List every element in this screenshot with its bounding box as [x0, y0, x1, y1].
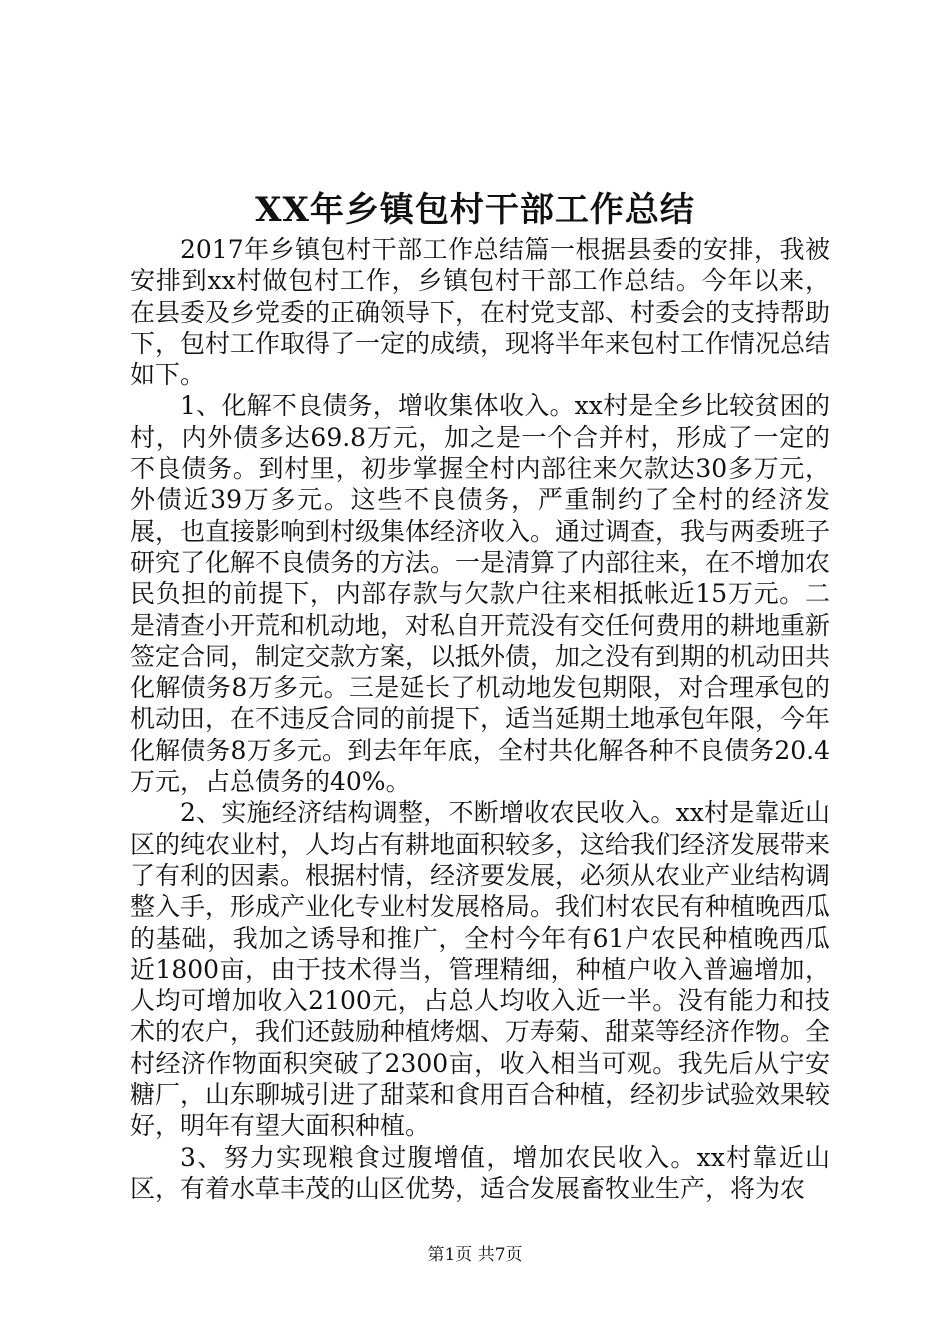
paragraph-grain: 3、努力实现粮食过腹增值，增加农民收入。xx村靠近山区，有着水草丰茂的山区优势，适合发展畜牧业生产，将为农	[130, 1142, 830, 1203]
document-title: XX年乡镇包村干部工作总结	[255, 190, 695, 230]
paragraph-debt: 1、化解不良债务，增收集体收入。xx村是全乡比较贫困的村，内外债多达69.8万元，加之是一个合并村，形成了一定的不良债务。到村里，初步掌握全村内部往来欠款达30多万元，外债近39万多元。这些不良债务，严重制约了全村的经济发展，也直接影响到村级集体经济收入。通过调查，我与两委班子研究了化解不良债务的方法。一是清算了内部往来，在不增加农民负担的前提下，内部存款与欠款户往来相抵帐近15万元。二是清查小开荒和机动地，对私自开荒没有交任何费用的耕地重新签定合同，制定交款方案，以抵外债，加之没有到期的机动田共化解债务8万多元。三是延长了机动地发包期限，对合理承包的机动田，在不违反合同的前提下，适当延期土地承包年限，今年化解债务8万多元。到去年年底，全村共化解各种不良债务20.4万元，占总债务的40%。	[130, 391, 831, 797]
paragraph-structure: 2、实施经济结构调整，不断增收农民收入。xx村是靠近山区的纯农业村，人均占有耕地面积较多，这给我们经济发展带来了有利的因素。根据村情，经济要发展，必须从农业产业结构调整入手，形成产业化专业村发展格局。我们村农民有种植晚西瓜的基础，我加之诱导和推广，全村今年有61户农民种植晚西瓜近1800亩，由于技术得当，管理精细，种植户收入普遍增加，人均可增加收入2100元，占总人均收入近一半。没有能力和技术的农户，我们还鼓励种植烤烟、万寿菊、甜菜等经济作物。全村经济作物面积突破了2300亩，收入相当可观。我先后从宁安糖厂，山东聊城引进了甜菜和食用百合种植，经初步试验效果较好，明年有望大面积种植。	[130, 798, 831, 1141]
page-footer: 第1页 共7页	[427, 1245, 523, 1265]
paragraph-intro: 2017年乡镇包村干部工作总结篇一根据县委的安排，我被安排到xx村做包村工作，乡镇包村干部工作总结。今年以来，在县委及乡党委的正确领导下，在村党支部、村委会的支持帮助下，包村工作取得了一定的成绩，现将半年来包村工作情况总结如下。	[130, 235, 831, 390]
document-body	[130, 234, 830, 1204]
